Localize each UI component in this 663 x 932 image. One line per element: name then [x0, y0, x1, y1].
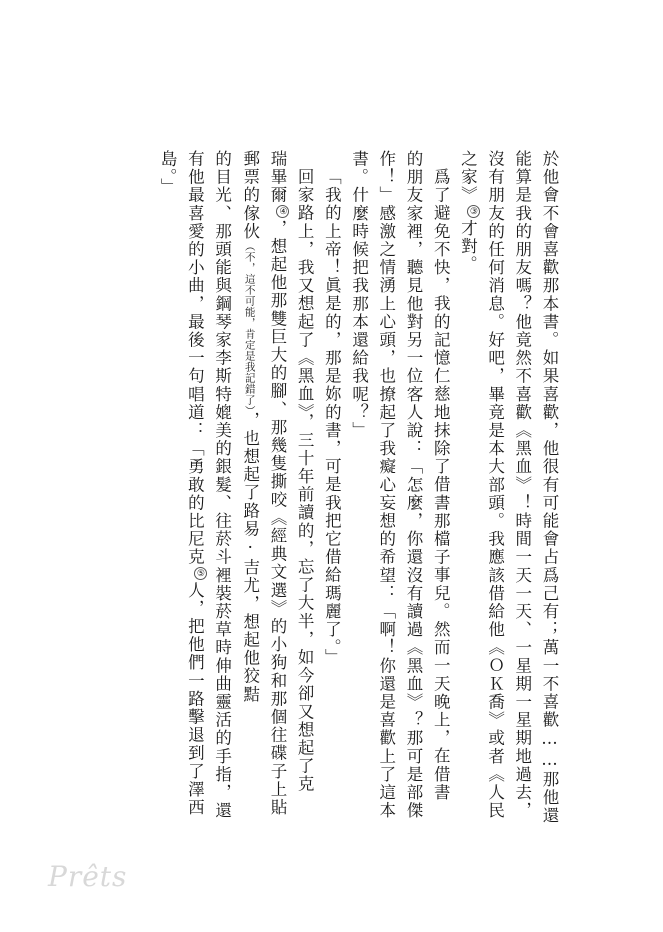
- footnote-marker: ④: [278, 206, 289, 217]
- text-line: 於他會不會喜歡那本書。如果喜歡，他很有可能會占爲己有；萬一不喜歡……那他還: [540, 150, 559, 825]
- text-line: 郵票的傢伙（不，這不可能，肯定是我記錯了），也想起了路易·吉尤，想起他狡黠: [240, 150, 260, 704]
- text-line: 有他最喜愛的小曲，最後一句唱道：「勇敢的比尼克⑤人，把他們一路擊退到了澤西: [185, 150, 206, 817]
- footnote-marker: ⑤: [195, 568, 206, 579]
- vertical-text-block: [154, 150, 563, 850]
- text-line: 爲了避免不快，我的記憶仁慈地抹除了借書那檔子事兒。然而一天晚上，在借書: [431, 168, 451, 802]
- text-line: 之家》③才對。: [458, 150, 479, 274]
- text-line: 瑞畢爾④，想起他那雙巨大的腳、那幾隻撕咬《經典文選》的小狗和那個往碟子上貼: [267, 150, 289, 817]
- parenthetical-aside: （不，這不可能，肯定是我記錯了）: [243, 240, 256, 412]
- footnote-marker: ③: [468, 206, 479, 217]
- text-line: 沒有朋友的任何消息。好吧，畢竟是本大部頭。我應該借給他《ＯＫ喬》或者《人民: [485, 150, 505, 820]
- text-line: 作！」感激之情湧上心頭，也撩起了我癡心妄想的希望：「啊！你還是喜歡上了這本: [376, 150, 396, 820]
- text-line: 書。什麼時候把我那本還給我呢？」: [349, 150, 369, 440]
- text-line: 能算是我的朋友嗎？他竟然不喜歡《黑血》！時間一天一天、一星期一星期地過去，: [512, 150, 532, 820]
- text-line: 的目光、那頭能與鋼琴家李斯特媲美的銀髮、往菸斗裡裝菸草時伸曲靈活的手指，還: [212, 150, 232, 820]
- text-line: 回家路上，我又想起了《黑血》，三十年前讀的，忘了大半，如今卻又想起了克: [295, 168, 315, 794]
- text-line: 島。」: [158, 150, 178, 197]
- chapter-watermark: Prêts: [48, 860, 128, 893]
- text-line: 「我的上帝！眞是的，那是妳的書，可是我把它借給瑪麗了。」: [322, 168, 342, 667]
- text-line: 的朋友家裡，聽見他對另一位客人說：「怎麼，你還沒有讀過《黑血》？那可是部傑: [403, 150, 423, 820]
